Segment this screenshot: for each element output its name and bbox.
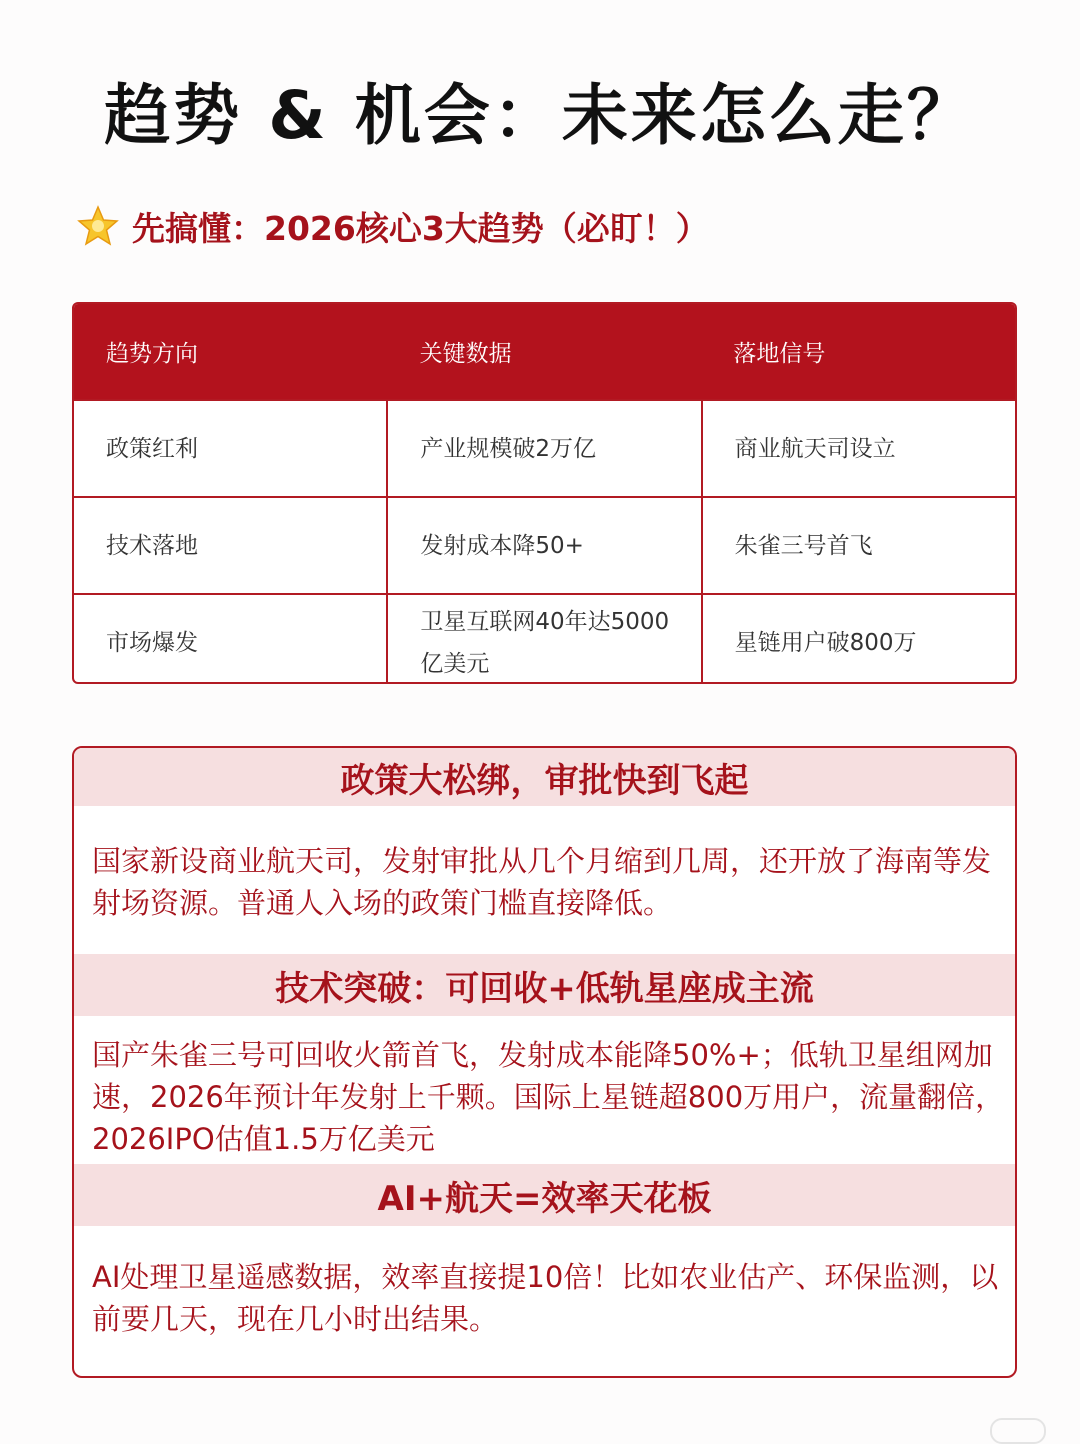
- table-cell: 产业规模破2万亿: [386, 401, 700, 496]
- table-header-cell: 落地信号: [733, 341, 826, 367]
- table-row: [74, 593, 1015, 684]
- table-cell: 市场爆发: [106, 629, 198, 656]
- table-cell: 技术落地: [106, 532, 198, 559]
- subtitle-text: 先搞懂：2026核心3大趋势（必盯！）: [132, 208, 709, 248]
- table-cell: 政策红利: [106, 435, 198, 462]
- table-cell: 卫星互联网40年达5000亿美元: [386, 595, 700, 684]
- section-body-tech: 国产朱雀三号可回收火箭首飞，发射成本能降50%+；低轨卫星组网加速，2026年预计年发射上千颗。国际上星链超800万用户，流量翻倍，2026IPO估值1.5万亿美元: [92, 1038, 1005, 1156]
- table-row: [74, 496, 1015, 593]
- section-heading-tech: 技术突破：可回收+低轨星座成主流: [74, 954, 1015, 1016]
- trend-table: [72, 302, 1017, 684]
- table-header-cell: 关键数据: [419, 341, 512, 367]
- table-header-row: [74, 304, 1015, 399]
- trend-detail-card: [72, 746, 1017, 1378]
- section-body-ai: AI处理卫星遥感数据，效率直接提10倍！比如农业估产、环保监测，以前要几天，现在几小时出结果。: [92, 1260, 999, 1336]
- table-cell: 商业航天司设立: [701, 401, 1015, 496]
- watermark-badge: [990, 1418, 1046, 1444]
- table-cell: 发射成本降50+: [386, 498, 700, 593]
- table-row: [74, 399, 1015, 496]
- star-icon: [76, 204, 120, 248]
- table-cell: 星链用户破800万: [701, 595, 1015, 684]
- page-title: 趋势 & 机会：未来怎么走？: [104, 77, 976, 154]
- subtitle: [76, 200, 709, 252]
- table-cell: 朱雀三号首飞: [701, 498, 1015, 593]
- section-body-policy: 国家新设商业航天司，发射审批从几个月缩到几周，还开放了海南等发射场资源。普通人入场的政策门槛直接降低。: [92, 844, 992, 920]
- table-header-cell: 趋势方向: [106, 341, 198, 367]
- section-heading-ai: AI+航天=效率天花板: [74, 1164, 1015, 1226]
- section-heading-policy: 政策大松绑，审批快到飞起: [74, 748, 1015, 806]
